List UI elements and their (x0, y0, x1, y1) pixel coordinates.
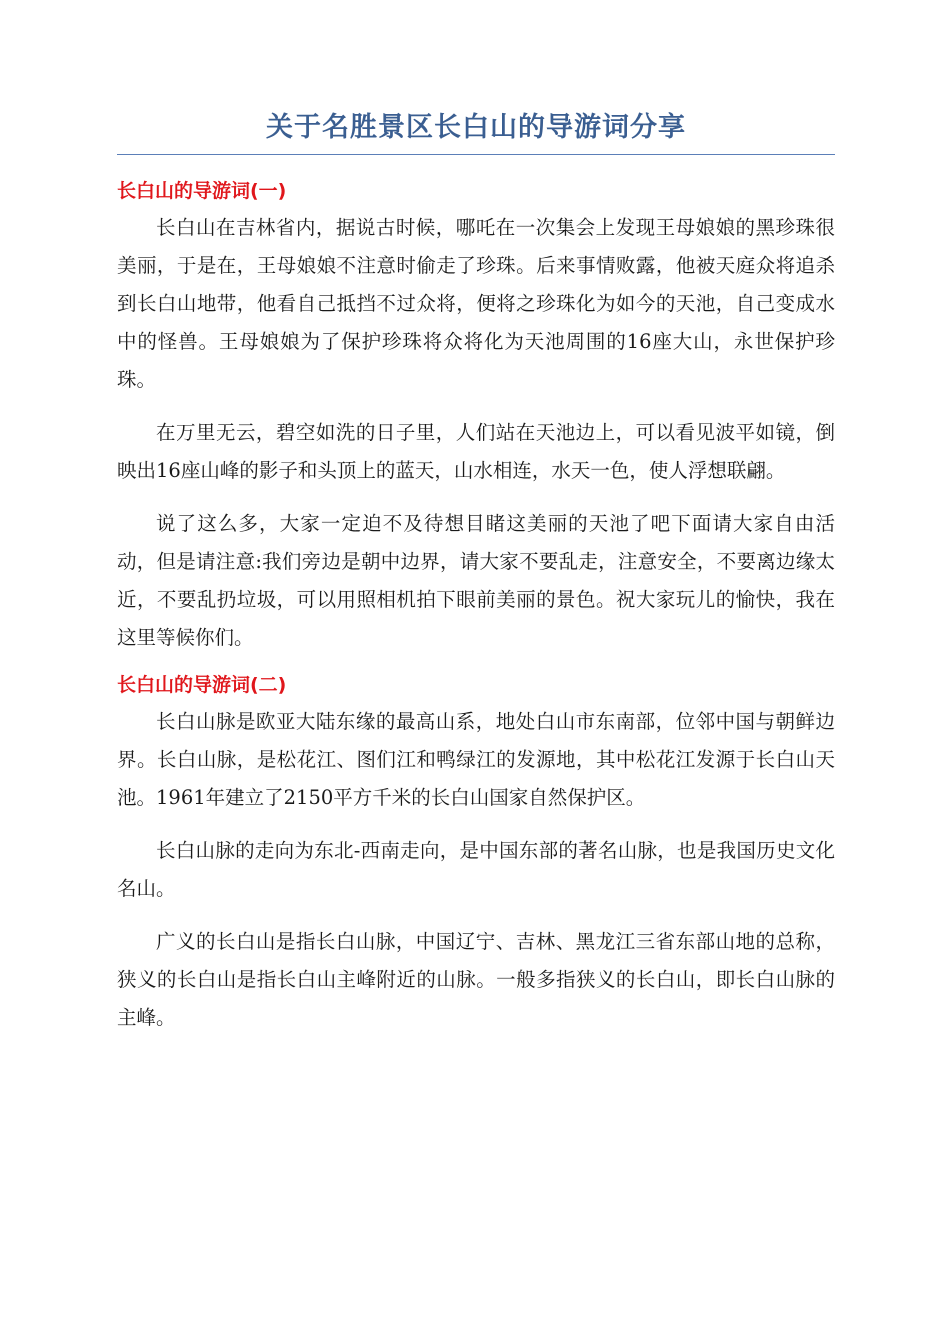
paragraph: 长白山脉的走向为东北-西南走向，是中国东部的著名山脉，也是我国历史文化名山。 (117, 839, 835, 900)
paragraph: 说了这么多，大家一定迫不及待想目睹这美丽的天池了吧下面请大家自由活动，但是请注意:我们旁边是朝中边界，请大家不要乱走，注意安全，不要离边缘太近，不要乱扔垃圾，可以用照相机拍下眼前美丽的景色。祝大家玩儿的愉快，我在这里等候你们。 (117, 512, 835, 649)
paragraph: 广义的长白山是指长白山脉，中国辽宁、吉林、黑龙江三省东部山地的总称，狭义的长白山是指长白山主峰附近的山脉。一般多指狭义的长白山，即长白山脉的主峰。 (117, 930, 835, 1029)
paragraph: 在万里无云，碧空如洗的日子里，人们站在天池边上，可以看见波平如镜，倒映出16座山峰的影子和头顶上的蓝天，山水相连，水天一色，使人浮想联翩。 (117, 421, 835, 482)
paragraph: 长白山在吉林省内，据说古时候，哪吒在一次集会上发现王母娘娘的黑珍珠很美丽，于是在，王母娘娘不注意时偷走了珍珠。后来事情败露，他被天庭众将追杀到长白山地带，他看自己抵挡不过众将，便将之珍珠化为如今的天池，自己变成水中的怪兽。王母娘娘为了保护珍珠将众将化为天池周围的16座大山，永世保护珍珠。 (117, 216, 835, 391)
paragraph: 长白山脉是欧亚大陆东缘的最高山系，地处白山市东南部，位邻中国与朝鲜边界。长白山脉，是松花江、图们江和鸭绿江的发源地，其中松花江发源于长白山天池。1961年建立了2150平方千米的长白山国家自然保护区。 (117, 710, 835, 809)
section-2 (117, 671, 835, 1037)
document-page (117, 108, 835, 1037)
section-1 (117, 177, 835, 657)
section-heading: 长白山的导游词(二) (117, 674, 287, 696)
section-heading: 长白山的导游词(一) (117, 180, 287, 202)
document-title: 关于名胜景区长白山的导游词分享 (117, 108, 835, 155)
